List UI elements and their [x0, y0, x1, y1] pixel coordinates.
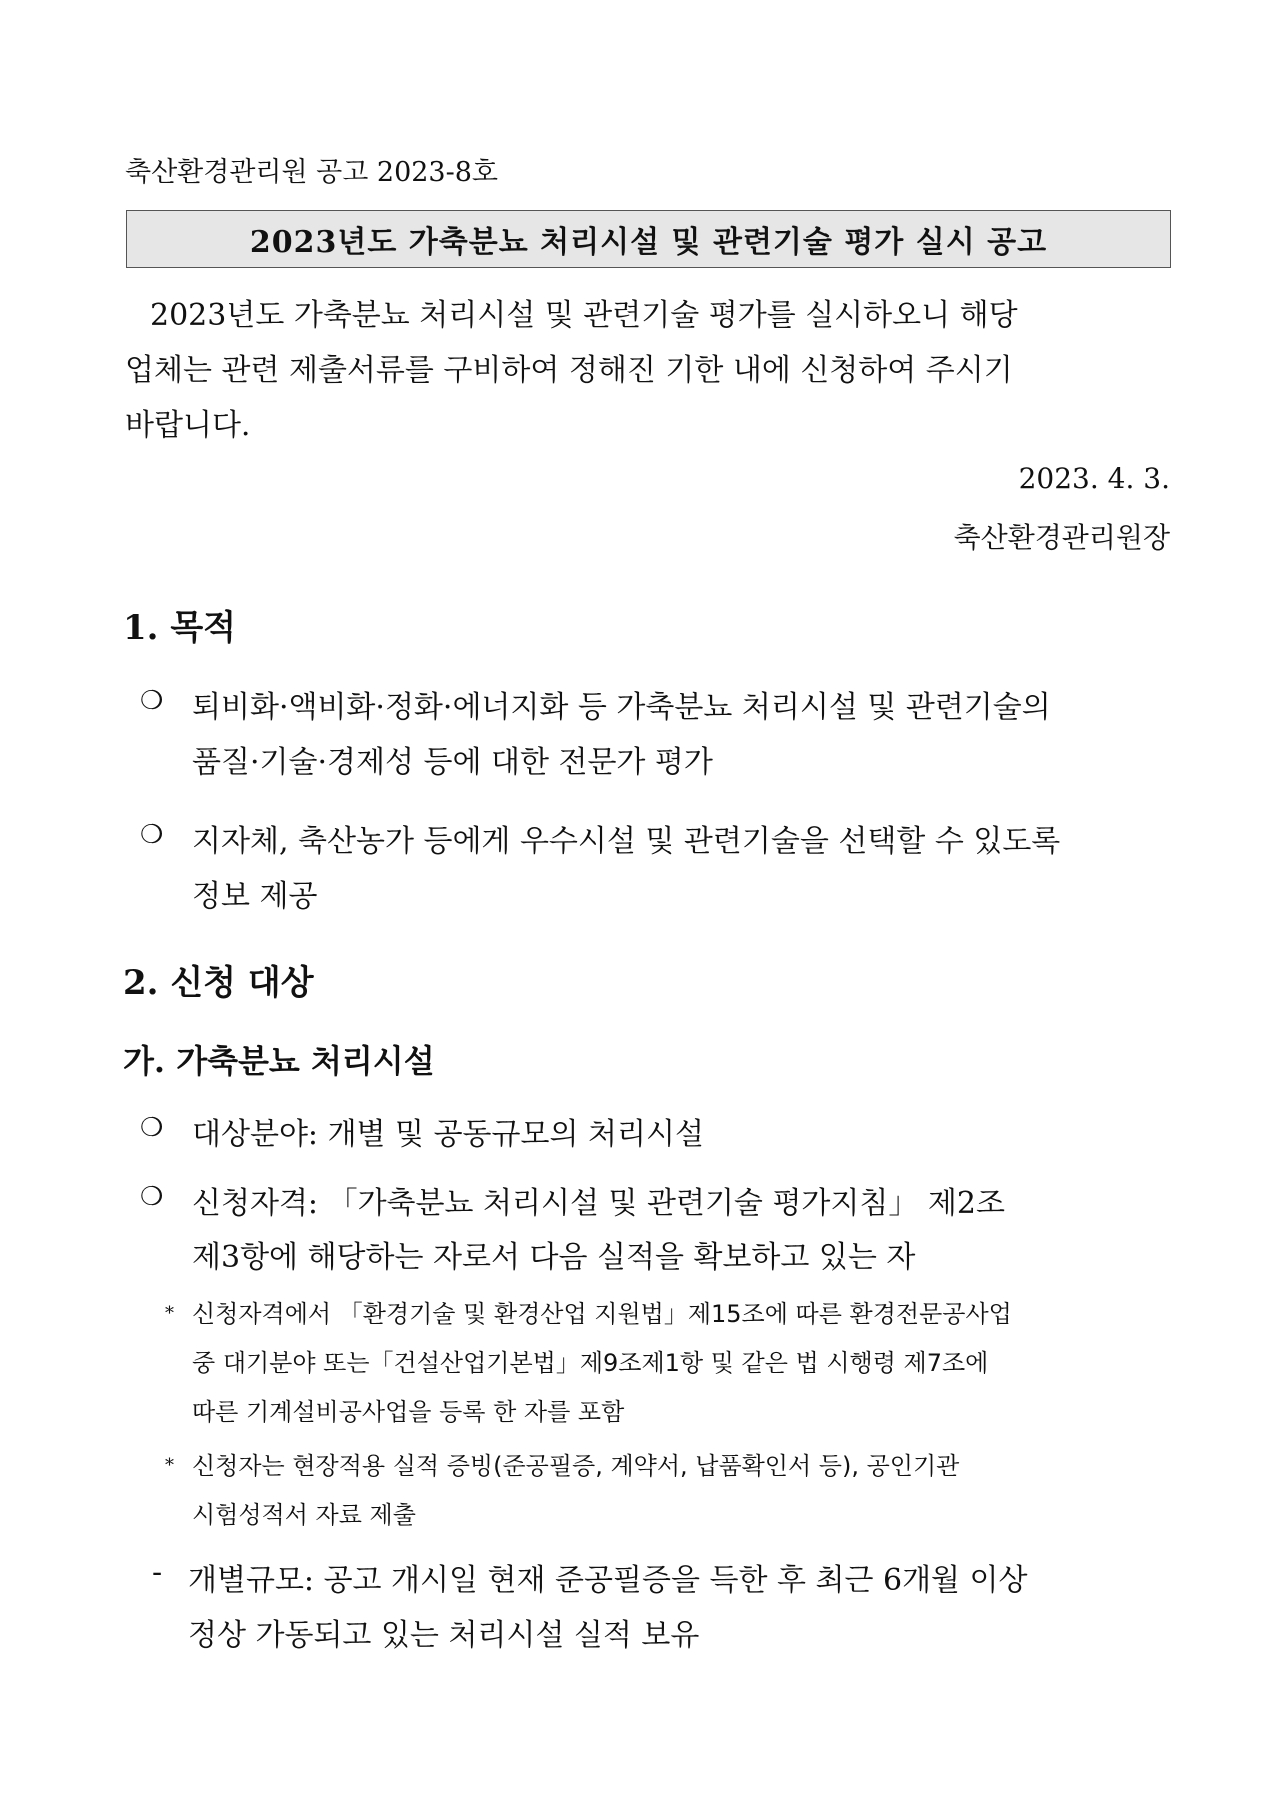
bullet-circle-icon: ❍ [140, 686, 164, 716]
bullet-circle-icon: ❍ [140, 1182, 164, 1212]
note2-line2: 시험성적서 자료 제출 [192, 1501, 416, 1529]
intro-line-2: 업체는 관련 제출서류를 구비하여 정해진 기한 내에 신청하여 주시기 [125, 353, 1013, 388]
intro-line-3: 바랍니다. [125, 408, 251, 443]
bullet-circle-icon: ❍ [140, 1113, 164, 1143]
bullet-circle-icon: ❍ [140, 820, 164, 850]
issuer: 축산환경관리원장 [953, 521, 1170, 554]
title-box [126, 210, 1171, 268]
note2-line1: 신청자는 현장적용 실적 증빙(준공필증, 계약서, 납품확인서 등), 공인기관 [192, 1452, 960, 1480]
page-title: 2023년도 가축분뇨 처리시설 및 관련기술 평가 실시 공고 [249, 225, 1048, 260]
individual-scale-line2: 정상 가동되고 있는 처리시설 실적 보유 [188, 1618, 700, 1653]
target-field: 대상분야: 개별 및 공동규모의 처리시설 [192, 1117, 704, 1152]
individual-scale-line1: 개별규모: 공고 개시일 현재 준공필증을 득한 후 최근 6개월 이상 [188, 1563, 1028, 1598]
intro-line-1: 2023년도 가축분뇨 처리시설 및 관련기술 평가를 실시하오니 해당 [150, 298, 1018, 333]
notice-date: 2023. 4. 3. [1018, 462, 1170, 495]
purpose-item-1-line2: 품질·기술·경제성 등에 대한 전문가 평가 [192, 745, 713, 780]
purpose-item-1-line1: 퇴비화·액비화·정화·에너지화 등 가축분뇨 처리시설 및 관련기술의 [192, 690, 1051, 725]
qualification-line1: 신청자격: 「가축분뇨 처리시설 및 관련기술 평가지침」 제2조 [192, 1186, 1005, 1221]
purpose-item-2-line2: 정보 제공 [192, 879, 318, 914]
section2-heading: 2. 신청 대상 [123, 963, 314, 1003]
note1-line3: 따른 기계설비공사업을 등록 한 자를 포함 [192, 1398, 625, 1426]
qualification-line2: 제3항에 해당하는 자로서 다음 실적을 확보하고 있는 자 [192, 1240, 916, 1275]
note1-line1: 신청자격에서 「환경기술 및 환경산업 지원법」제15조에 따른 환경전문공사업 [192, 1300, 1012, 1328]
note-asterisk-icon: * [165, 1455, 174, 1476]
note1-line2: 중 대기분야 또는「건설산업기본법」제9조제1항 및 같은 법 시행령 제7조에 [192, 1349, 989, 1377]
section1-heading: 1. 목적 [123, 608, 237, 648]
dash-icon: - [152, 1555, 163, 1590]
section2-sub-heading: 가. 가축분뇨 처리시설 [123, 1042, 435, 1080]
notice-number: 축산환경관리원 공고 2023-8호 [125, 157, 498, 188]
note-asterisk-icon: * [165, 1303, 174, 1324]
purpose-item-2-line1: 지자체, 축산농가 등에게 우수시설 및 관련기술을 선택할 수 있도록 [192, 824, 1061, 859]
